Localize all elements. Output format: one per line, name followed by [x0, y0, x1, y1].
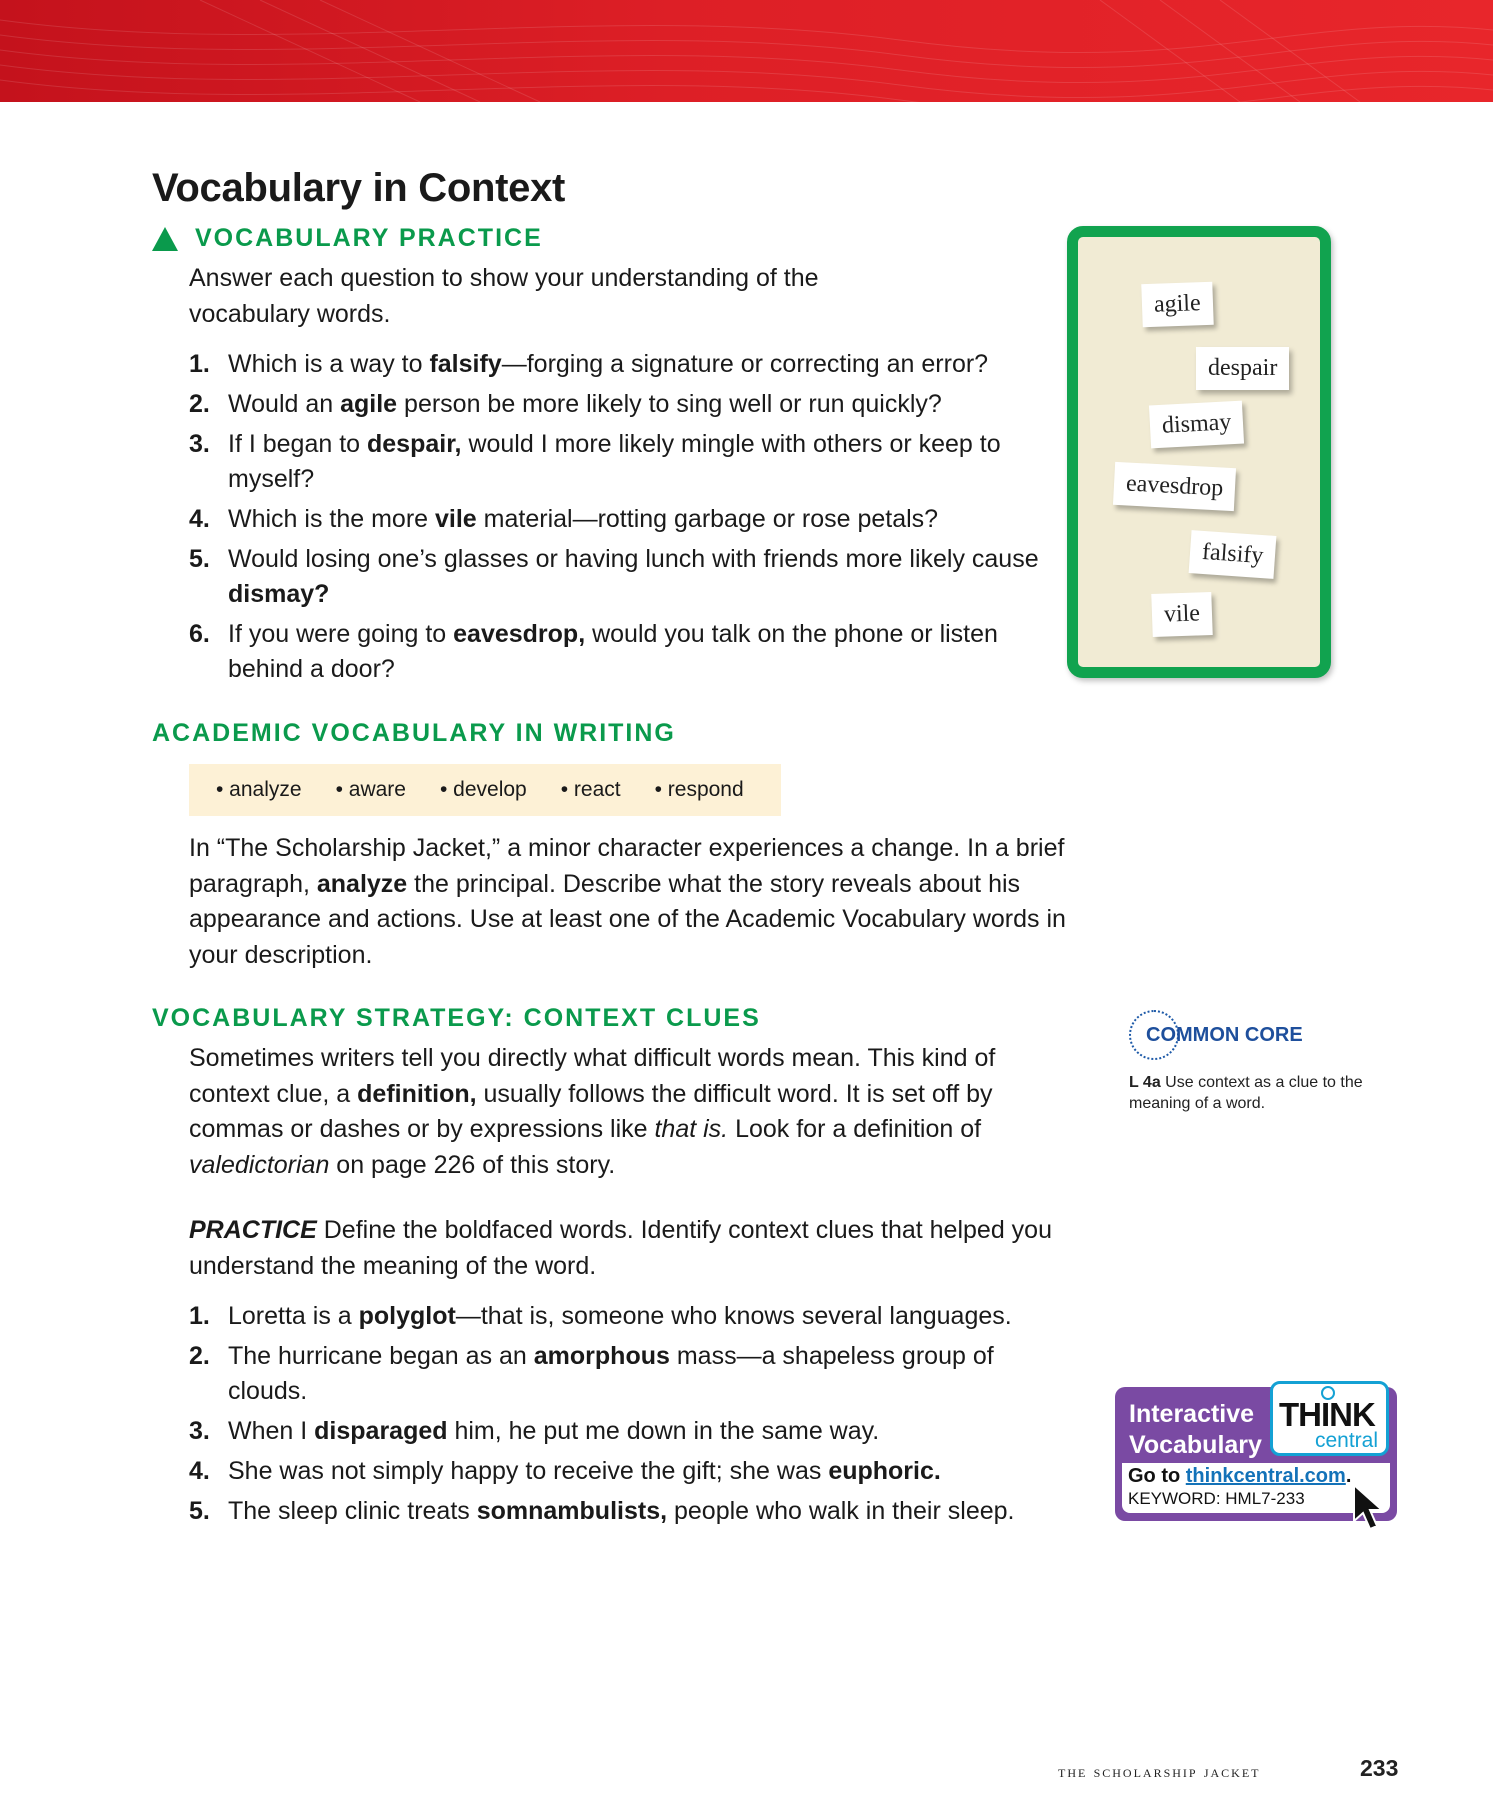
- academic-vocab-heading: ACADEMIC VOCABULARY IN WRITING: [152, 719, 676, 747]
- word-tag: vile: [1151, 592, 1212, 637]
- think-central-box[interactable]: [1115, 1387, 1399, 1522]
- item-number: 4.: [189, 505, 210, 533]
- banner-pattern: [0, 0, 1493, 102]
- academic-word: • develop: [439, 778, 527, 801]
- list-item: [189, 617, 1049, 687]
- page-number: 233: [1360, 1755, 1399, 1781]
- academic-word: • react: [560, 778, 621, 801]
- go-to-label: Go to: [1128, 1465, 1186, 1487]
- item-number: 5.: [189, 545, 210, 573]
- item-number: 1.: [189, 350, 210, 378]
- item-text: would you talk on the phone or listen behind a door?: [228, 620, 998, 683]
- word-tag: eavesdrop: [1113, 462, 1236, 511]
- tc-line: Vocabulary: [1129, 1431, 1262, 1459]
- triangle-icon: [152, 227, 178, 251]
- list-item: [189, 1494, 1069, 1529]
- item-vocab-word: euphoric.: [828, 1457, 941, 1485]
- item-text: him, he put me down in the same way.: [447, 1417, 880, 1445]
- prompt-bold: analyze: [316, 869, 408, 898]
- item-text: —that is, someone who knows several languages.: [455, 1302, 1012, 1330]
- item-vocab-word: agile: [340, 390, 398, 418]
- item-vocab-word: dismay?: [228, 580, 330, 608]
- strategy-text: usually follows the difficult word. It is set off by commas or dashes or by expressions like: [189, 1079, 993, 1143]
- go-to-text: [1128, 1465, 1351, 1488]
- item-text: people who walk in their sleep.: [667, 1497, 1015, 1525]
- word-card: [1067, 226, 1331, 678]
- practice-list: [189, 1299, 1069, 1534]
- strategy-italic: valedictorian: [189, 1150, 330, 1179]
- item-vocab-word: falsify: [429, 350, 502, 378]
- item-text: She was not simply happy to receive the gift; she was: [228, 1457, 829, 1485]
- logo-central: central: [1314, 1429, 1378, 1452]
- academic-word: • aware: [335, 778, 406, 801]
- footer-story-title: the scholarship jacket: [1058, 1762, 1261, 1781]
- item-vocab-word: disparaged: [314, 1417, 448, 1445]
- keyword-text: KEYWORD: HML7-233: [1128, 1489, 1305, 1508]
- item-text: person be more likely to sing well or run quickly?: [397, 390, 942, 418]
- word-tag: falsify: [1189, 530, 1277, 579]
- think-central-logo: [1270, 1381, 1389, 1456]
- list-item: [189, 427, 1049, 497]
- item-text: If I began to: [228, 430, 367, 458]
- item-text: The hurricane began as an: [228, 1342, 534, 1370]
- item-vocab-word: despair,: [367, 430, 462, 458]
- standard-code: L 4a: [1129, 1074, 1161, 1091]
- item-vocab-word: eavesdrop,: [453, 620, 586, 648]
- period: .: [1345, 1465, 1352, 1487]
- item-number: 1.: [189, 1302, 210, 1330]
- strategy-text: Sometimes writers tell you directly what difficult words mean. This kind of context clue, a: [189, 1044, 996, 1108]
- item-vocab-word: amorphous: [533, 1342, 670, 1370]
- item-number: 2.: [189, 1342, 210, 1370]
- strategy-text: Look for a definition of: [728, 1115, 982, 1143]
- item-number: 5.: [189, 1497, 210, 1525]
- word-tag: agile: [1141, 282, 1213, 327]
- practice-label: PRACTICE: [189, 1216, 317, 1244]
- prompt-text: In “The Scholarship Jacket,” a minor character experiences a change. In a brief paragraph,: [189, 834, 1065, 898]
- strategy-italic: that is.: [654, 1115, 729, 1143]
- list-item: [189, 1299, 1069, 1334]
- item-number: 3.: [189, 1417, 210, 1445]
- list-item: [189, 347, 1049, 382]
- item-number: 4.: [189, 1457, 210, 1485]
- list-item: [189, 542, 1049, 612]
- item-text: Would an: [228, 390, 341, 418]
- strategy-text: on page 226 of this story.: [329, 1150, 616, 1179]
- header-banner: [0, 0, 1493, 102]
- common-core-label: COMMON CORE: [1146, 1024, 1303, 1046]
- vocab-practice-list: [189, 347, 1049, 692]
- item-text: Which is a way to: [228, 350, 430, 378]
- common-core-standard: [1129, 1072, 1409, 1114]
- item-text: material—rotting garbage or rose petals?: [476, 505, 939, 533]
- prompt-text: the principal. Describe what the story reveals about his appearance and actions. Use at least one of the Academic Vocabulary words in your description.: [189, 869, 1066, 969]
- word-tag: despair: [1196, 347, 1289, 390]
- list-item: [189, 1339, 1069, 1409]
- item-text: When I: [228, 1417, 315, 1445]
- academic-prompt: [189, 831, 1089, 973]
- practice-text: Define the boldfaced words. Identify context clues that helped you understand the meaning of the word.: [189, 1216, 1052, 1280]
- logo-think: THINK: [1279, 1396, 1375, 1433]
- list-item: [189, 502, 1049, 537]
- item-number: 3.: [189, 430, 210, 458]
- word-tag: dismay: [1149, 401, 1244, 449]
- item-vocab-word: polyglot: [358, 1302, 456, 1330]
- interactive-vocab-label: [1129, 1399, 1262, 1461]
- item-text: Would losing one’s glasses or having lunch with friends more likely cause: [228, 545, 1039, 573]
- item-vocab-word: vile: [435, 505, 477, 533]
- item-text: would I more likely mingle with others or keep to myself?: [228, 430, 1001, 493]
- item-number: 6.: [189, 620, 210, 648]
- standard-text: Use context as a clue to the meaning of a word.: [1129, 1074, 1363, 1112]
- strategy-bold: definition,: [357, 1079, 477, 1108]
- strategy-paragraph: [189, 1041, 1069, 1183]
- item-text: —forging a signature or correcting an error?: [501, 350, 989, 378]
- list-item: [189, 1414, 1069, 1449]
- item-number: 2.: [189, 390, 210, 418]
- thinkcentral-link[interactable]: thinkcentral.com: [1185, 1465, 1346, 1487]
- item-text: Loretta is a: [228, 1302, 359, 1330]
- cursor-arrow-icon: [1351, 1483, 1391, 1535]
- item-text: If you were going to: [228, 620, 454, 648]
- item-text: mass—a shapeless group of clouds.: [228, 1342, 994, 1405]
- list-item: [189, 1454, 1069, 1489]
- vocab-practice-heading: VOCABULARY PRACTICE: [195, 224, 543, 252]
- academic-word-bar: [189, 764, 781, 816]
- item-text: Which is the more: [228, 505, 436, 533]
- item-text: The sleep clinic treats: [228, 1497, 477, 1525]
- academic-word: • analyze: [216, 778, 302, 801]
- think-central-link-area: [1122, 1463, 1390, 1513]
- item-vocab-word: somnambulists,: [476, 1497, 668, 1525]
- tc-line: Interactive: [1129, 1400, 1255, 1428]
- practice-instructions: [189, 1213, 1069, 1284]
- strategy-heading: VOCABULARY STRATEGY: CONTEXT CLUES: [152, 1004, 761, 1032]
- list-item: [189, 387, 1049, 422]
- academic-word: • respond: [654, 778, 744, 801]
- page-title: Vocabulary in Context: [152, 166, 566, 210]
- vocab-practice-intro: Answer each question to show your understanding of the vocabulary words.: [189, 264, 819, 328]
